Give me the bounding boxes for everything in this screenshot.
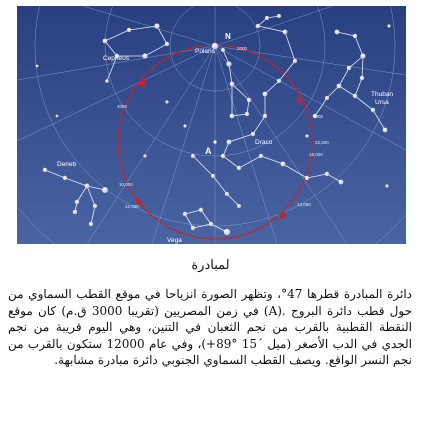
ecliptic-pole-point <box>213 140 216 143</box>
deneb-star <box>102 187 108 193</box>
figure-caption-body: دائرة المبادرة قطرها 47°، وتظهر الصورة انزياحا في موقع القطب السماوي من حول قطب دائرة البروج .(A) في زمن المصريين (تقريبا 3000 ق.م) كان موقع النقطة القطبية بالقرب من نجم الثعبان في التنين، وهي اليوم قريبة من نجم الجدي في الدب الأصغر (ميل ´15 °89+)، وفي عام 12000 ستكون بالقرب من نجم النسر الواقع. ويصف القطب السماوي الجنوبي دائرة مبادرة مشابهة. <box>8 287 413 367</box>
svg-text:12,000: 12,000 <box>125 204 139 209</box>
label-vega: Vega <box>167 237 182 244</box>
label-draco: Draco <box>255 139 273 146</box>
star-map-figure <box>17 6 406 244</box>
svg-text:4000: 4000 <box>117 104 128 109</box>
label-cepheus: Cepheus <box>103 55 130 62</box>
svg-text:14,000: 14,000 <box>297 202 311 207</box>
svg-text:10,000: 10,000 <box>119 182 133 187</box>
svg-text:8000: 8000 <box>313 114 324 119</box>
label-north: N <box>225 32 231 41</box>
label-ursa: Ursa <box>375 99 389 106</box>
label-thuban: Thuban <box>371 91 394 98</box>
svg-text:22,000: 22,000 <box>315 140 329 145</box>
vega-star <box>224 229 230 235</box>
label-polaris: Polaris <box>195 48 215 55</box>
label-deneb: Deneb <box>57 161 77 168</box>
figure-caption-title: لمبادرة <box>191 258 230 273</box>
label-point-a: A <box>205 146 212 156</box>
svg-text:16,000: 16,000 <box>309 152 323 157</box>
svg-text:2000: 2000 <box>237 46 248 51</box>
